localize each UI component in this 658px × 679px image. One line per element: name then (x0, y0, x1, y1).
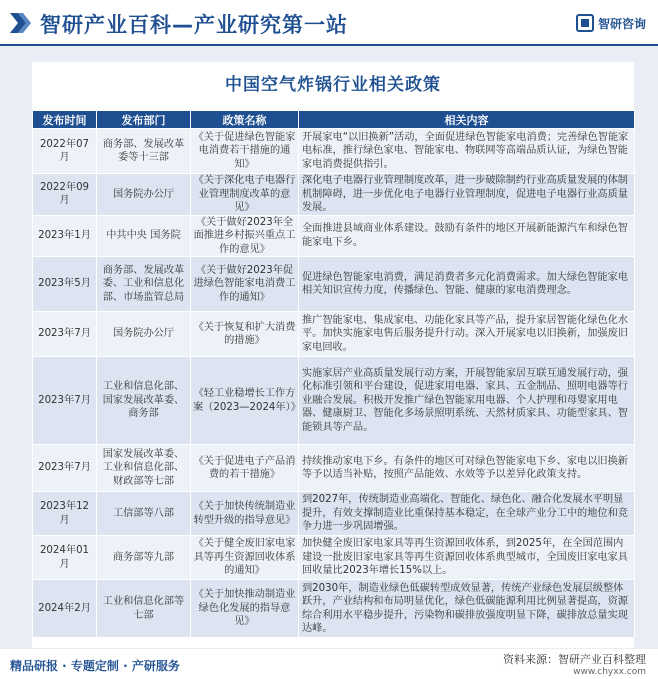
table-row (33, 580, 635, 638)
footer-source: 资料来源：智研产业百科整理 (503, 653, 646, 666)
table-row (33, 129, 635, 174)
site-title: 智研产业百科—产业研究第一站 (40, 13, 348, 37)
table-row (33, 257, 635, 312)
cell-time: 2023年5月 (33, 257, 97, 312)
table-row (33, 492, 635, 536)
cell-time: 2024年01月 (33, 536, 97, 580)
policy-table (32, 110, 635, 638)
table-header-row (33, 111, 635, 129)
cell-content: 促进绿色智能家电消费，满足消费者多元化消费需求。加大绿色智能家电相关知识宣传力度，传播绿色、智能、健康的家电消费理念。 (299, 257, 635, 312)
table-row (33, 312, 635, 357)
cell-dept: 中共中央 国务院 (97, 215, 191, 257)
footer-tagline: 精品研报 · 专题定制 · 产研服务 (10, 659, 180, 673)
cell-policy-name: 《关于深化电子电器行业管理制度改革的意见》 (191, 174, 299, 216)
cell-dept: 国家发展改革委、工业和信息化部、财政部等七部 (97, 445, 191, 492)
column-header-content: 相关内容 (299, 111, 635, 129)
table-row (33, 357, 635, 445)
cell-policy-name: 《轻工业稳增长工作方案（2023—2024年）》 (191, 357, 299, 445)
cell-policy-name: 《关于促进电子产品消费的若干措施》 (191, 445, 299, 492)
policy-panel (32, 62, 634, 648)
column-header-time: 发布时间 (33, 111, 97, 129)
cell-dept: 商务部等九部 (97, 536, 191, 580)
cell-policy-name: 《关于做好2023年促进绿色智能家电消费工作的通知》 (191, 257, 299, 312)
content-area (0, 46, 658, 649)
brand-logo[interactable] (576, 14, 646, 32)
cell-time: 2022年09月 (33, 174, 97, 216)
double-chevron-icon (10, 13, 32, 33)
logo-text: 智研咨询 (597, 16, 646, 31)
cell-policy-name: 《关于做好2023年全面推进乡村振兴重点工作的意见》 (191, 215, 299, 257)
cell-time: 2024年2月 (33, 580, 97, 638)
footer-source-block (503, 651, 646, 677)
cell-content: 开展家电“以旧换新”活动，全面促进绿色智能家电消费；完善绿色智能家电标准，推行绿色家电、智能家电、物联网等高端品质认证，为绿色智能家电消费提供指引。 (299, 129, 635, 174)
cell-dept: 商务部、发展改革委、工业和信息化部、市场监管总局 (97, 257, 191, 312)
footer-url[interactable]: www.chyxx.com (573, 667, 646, 677)
table-title: 中国空气炸锅行业相关政策 (225, 75, 441, 95)
cell-content: 到2027年，传统制造业高端化、智能化、绿色化、融合化发展水平明显提升，有效支撑制造业比重保持基本稳定，在全球产业分工中的地位和竞争力进一步巩固增强。 (299, 492, 635, 536)
cell-dept: 工业和信息化部、国家发展改革委、商务部 (97, 357, 191, 445)
cell-time: 2023年7月 (33, 312, 97, 357)
cell-dept: 商务部、发展改革委等十三部 (97, 129, 191, 174)
cell-content: 全面推进县域商业体系建设。鼓励有条件的地区开展新能源汽车和绿色智能家电下乡。 (299, 215, 635, 257)
cell-content: 实施家居产业高质量发展行动方案，开展智能家居互联互通发展行动，强化标准引领和平台建设，促进家用电器、家具、五金制品、照明电器等行业融合发展。积极开发推广绿色智能家用电器、个人护理和母婴家用电器、健康厨卫、智能化多场景照明系统、天然材质家具、功能型家具、智能锁具等产品。 (299, 357, 635, 445)
cell-content: 到2030年，制造业绿色低碳转型成效显著，传统产业绿色发展层级整体跃升，产业结构和布局明显优化，绿色低碳能源利用比例显著提高，资源综合利用水平稳步提升，污染物和碳排放强度明显下降，碳排放总量实现达峰。 (299, 580, 635, 638)
cell-policy-name: 《关于加快推动制造业绿色化发展的指导意见》 (191, 580, 299, 638)
cell-policy-name: 《关于健全废旧家电家具等再生资源回收体系的通知》 (191, 536, 299, 580)
cell-time: 2023年7月 (33, 445, 97, 492)
cell-content: 推广智能家电、集成家电、功能化家具等产品，提升家居智能化绿色化水平。加快实施家电售后服务提升行动。深入开展家电以旧换新，加强废旧家电回收。 (299, 312, 635, 357)
cell-content: 深化电子电器行业管理制度改革，进一步破除制约行业高质量发展的体制机制障碍，进一步优化电子电器行业管理制度，促进电子电器行业高质量发展。 (299, 174, 635, 216)
table-row (33, 445, 635, 492)
cell-dept: 国务院办公厅 (97, 312, 191, 357)
cell-content: 持续推动家电下乡。有条件的地区可对绿色智能家电下乡、家电以旧换新等予以适当补贴，按照产品能效、水效等予以差异化政策支持。 (299, 445, 635, 492)
table-row (33, 174, 635, 216)
cell-policy-name: 《关于促进绿色智能家电消费若干措施的通知》 (191, 129, 299, 174)
table-body (33, 129, 635, 638)
column-header-name: 政策名称 (191, 111, 299, 129)
page-footer (0, 649, 658, 679)
cell-policy-name: 《关于恢复和扩大消费的措施》 (191, 312, 299, 357)
logo-icon (576, 14, 594, 32)
cell-content: 加快健全废旧家电家具等再生资源回收体系，到2025年，在全国范围内建设一批废旧家电家具等再生资源回收体系典型城市，全国废旧家电家具回收量比2023年增长15%以上。 (299, 536, 635, 580)
cell-time: 2023年12月 (33, 492, 97, 536)
column-header-dept: 发布部门 (97, 111, 191, 129)
page-header (0, 0, 658, 46)
cell-time: 2023年1月 (33, 215, 97, 257)
cell-time: 2023年7月 (33, 357, 97, 445)
cell-policy-name: 《关于加快传统制造业转型升级的指导意见》 (191, 492, 299, 536)
table-row (33, 215, 635, 257)
cell-dept: 工业和信息化部等七部 (97, 580, 191, 638)
cell-dept: 工信部等八部 (97, 492, 191, 536)
cell-dept: 国务院办公厅 (97, 174, 191, 216)
table-row (33, 536, 635, 580)
cell-time: 2022年07月 (33, 129, 97, 174)
